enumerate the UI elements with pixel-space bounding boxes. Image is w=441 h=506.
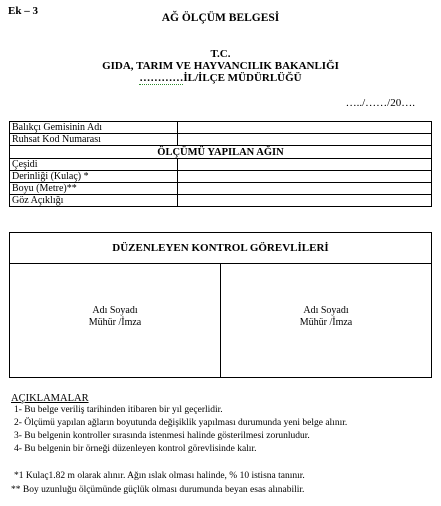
table-row (10, 134, 432, 146)
net-depth-field[interactable] (178, 171, 432, 183)
control-officers-title: DÜZENLEYEN KONTROL GÖREVLİLERİ (10, 233, 431, 264)
mesh-size-label: Göz Açıklığı (10, 195, 178, 207)
directorate-name (0, 72, 441, 84)
left-name-label: Adı Soyadı (92, 305, 138, 316)
control-officers-box (9, 232, 432, 378)
vessel-name-label: Balıkçı Gemisinin Adı (10, 122, 178, 134)
directorate-label: İL/İLÇE MÜDÜRLÜĞÜ (183, 72, 302, 84)
date-placeholder: …../……/20…. (345, 97, 415, 109)
right-stamp-label: Mühür /İmza (299, 317, 353, 328)
left-signature-box[interactable] (10, 263, 221, 377)
measured-net-heading: ÖLÇÜMÜ YAPILAN AĞIN (10, 146, 432, 159)
right-signature-box[interactable] (221, 263, 431, 377)
ministry-name: GIDA, TARIM VE HAYVANCILIK BAKANLIĞI (102, 60, 339, 72)
net-type-label: Çeşidi (10, 159, 178, 171)
directorate-fill-dots: ………… (139, 72, 184, 84)
net-length-label: Boyu (Metre)** (10, 183, 178, 195)
net-type-field[interactable] (178, 159, 432, 171)
license-code-field[interactable] (178, 134, 432, 146)
document-title: AĞ ÖLÇÜM BELGESİ (161, 12, 280, 24)
note-item: 4- Bu belgenin bir örneği düzenleyen kontrol görevlisinde kalır. (14, 444, 257, 454)
table-row (10, 122, 432, 134)
annex-label: Ek – 3 (8, 5, 38, 17)
footnote-depth: *1 Kulaç1.82 m olarak alınır. Ağın ıslak olması halinde, % 10 istisna tanınır. (14, 471, 305, 481)
license-code-label: Ruhsat Kod Numarası (10, 134, 178, 146)
table-row (10, 183, 432, 195)
net-depth-label: Derinliği (Kulaç) * (10, 171, 178, 183)
footnote-length: ** Boy uzunluğu ölçümünde güçlük olması durumunda beyan esas alınabilir. (11, 485, 305, 495)
net-info-table (9, 121, 432, 207)
table-row (10, 195, 432, 207)
note-item: 1- Bu belge veriliş tarihinden itibaren bir yıl geçerlidir. (14, 405, 223, 415)
right-name-label: Adı Soyadı (303, 305, 349, 316)
vessel-name-field[interactable] (178, 122, 432, 134)
mesh-size-field[interactable] (178, 195, 432, 207)
note-item: 3- Bu belgenin kontroller sırasında istenmesi halinde gösterilmesi zorunludur. (14, 431, 310, 441)
note-item: 2- Ölçümü yapılan ağların boyutunda değişiklik yapılması durumunda yeni belge alınır. (14, 418, 348, 428)
table-row (10, 146, 432, 159)
notes-title: AÇIKLAMALAR (11, 393, 89, 404)
net-length-field[interactable] (178, 183, 432, 195)
table-row (10, 159, 432, 171)
left-stamp-label: Mühür /İmza (88, 317, 142, 328)
country-label: T.C. (210, 48, 231, 60)
table-row (10, 171, 432, 183)
